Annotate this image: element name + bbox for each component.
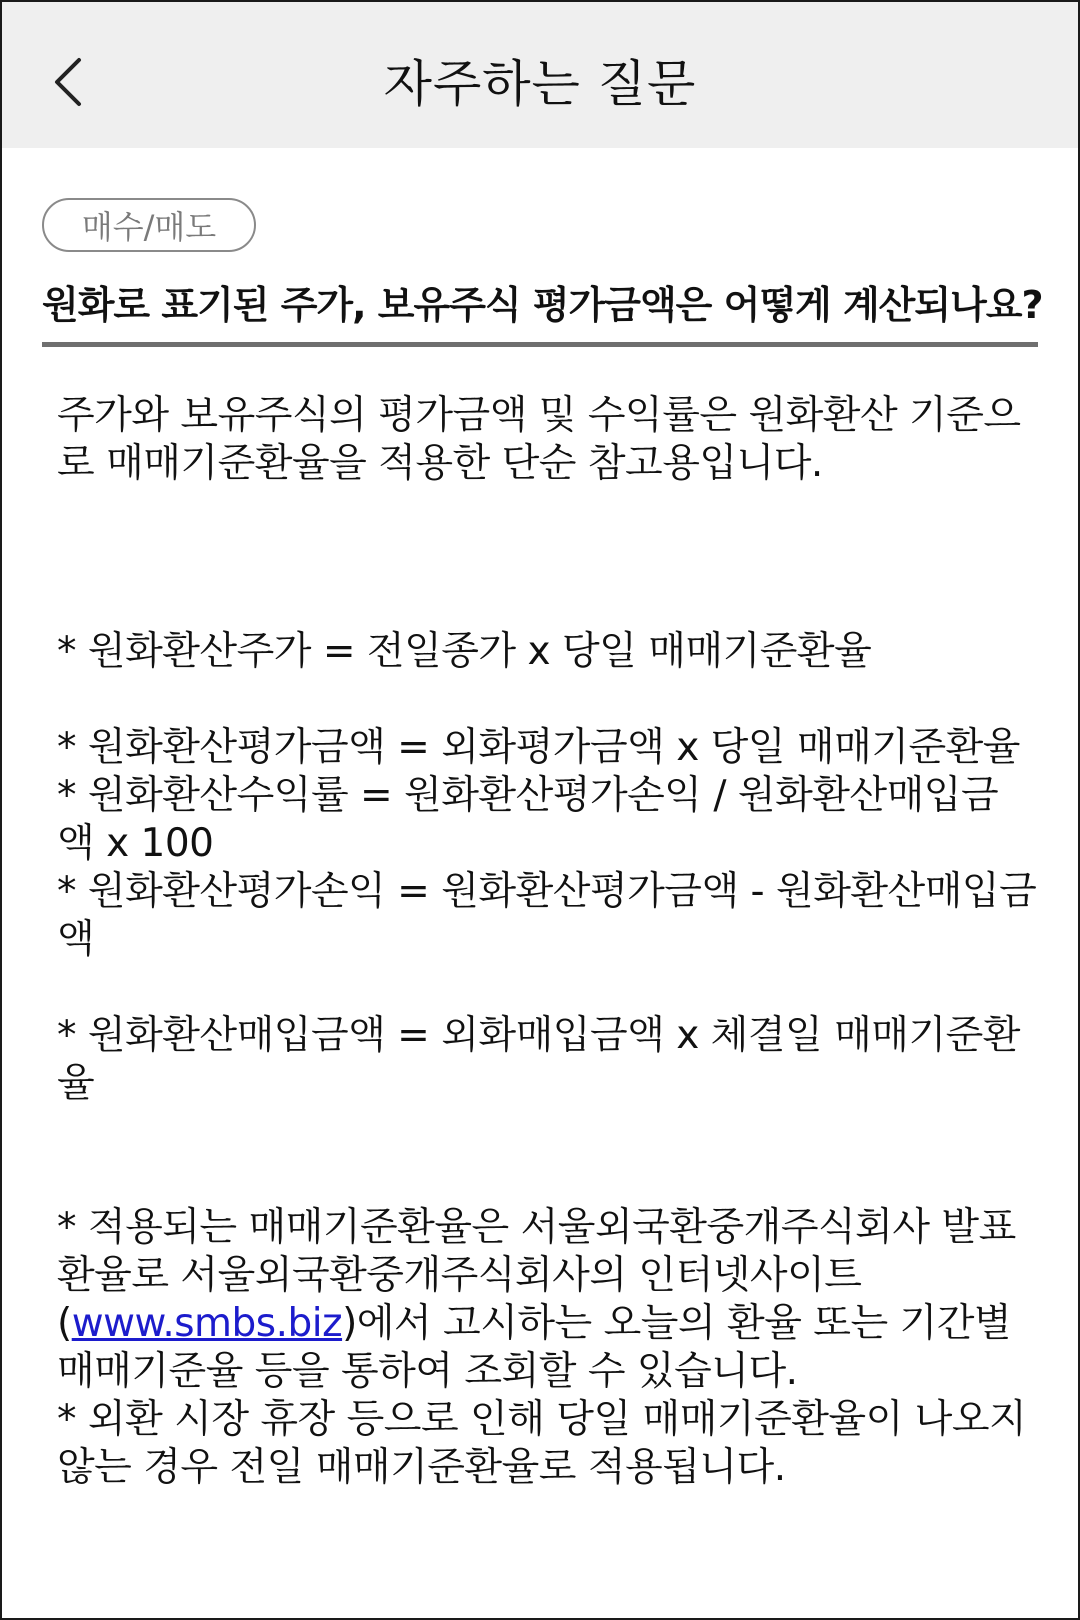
spacer bbox=[57, 964, 1037, 1012]
intro-line: 로 매매기준환율을 적용한 단순 참고용입니다. bbox=[57, 441, 823, 486]
intro-line: 주가와 보유주식의 평가금액 및 수익률은 원화환산 기준으 bbox=[57, 393, 1021, 438]
spacer bbox=[57, 676, 1037, 724]
category-badge: 매수/매도 bbox=[42, 198, 256, 252]
title-divider bbox=[42, 342, 1038, 347]
spacer bbox=[57, 1108, 1037, 1204]
smbs-link[interactable]: www.smbs.biz bbox=[71, 1301, 343, 1346]
paren-open: ( bbox=[57, 1301, 72, 1346]
note-exchange-rate bbox=[57, 1300, 1037, 1348]
note-holiday: 않는 경우 전일 매매기준환율로 적용됩니다. bbox=[57, 1445, 786, 1490]
note-holiday: * 외환 시장 휴장 등으로 인해 당일 매매기준환율이 나오지 bbox=[57, 1397, 1027, 1442]
question-title: 원화로 표기된 주가, 보유주식 평가금액은 어떻게 계산되나요? bbox=[42, 283, 1043, 327]
formula-purchase: * 원화환산매입금액 = 외화매입금액 x 체결일 매매기준환 bbox=[57, 1013, 1020, 1058]
top-app-bar bbox=[2, 2, 1078, 148]
spacer bbox=[57, 488, 1037, 628]
note-exchange-rate: 매매기준율 등을 통하여 조회할 수 있습니다. bbox=[57, 1349, 798, 1394]
formula-eval-amount: * 원화환산평가금액 = 외화평가금액 x 당일 매매기준환율 bbox=[57, 725, 1020, 770]
note-exchange-rate: 환율로 서울외국환중개주식회사의 인터넷사이트 bbox=[57, 1253, 862, 1298]
formula-price: * 원화환산주가 = 전일종가 x 당일 매매기준환율 bbox=[57, 629, 872, 674]
formula-return: 액 x 100 bbox=[57, 821, 214, 866]
formula-pnl: 액 bbox=[57, 917, 95, 962]
formula-purchase: 율 bbox=[57, 1061, 95, 1106]
answer-body bbox=[57, 392, 1037, 1492]
formula-pnl: * 원화환산평가손익 = 원화환산평가금액 - 원화환산매입금 bbox=[57, 869, 1037, 914]
formula-return: * 원화환산수익률 = 원화환산평가손익 / 원화환산매입금 bbox=[57, 773, 999, 818]
note-text: )에서 고시하는 오늘의 환율 또는 기간별 bbox=[342, 1301, 1012, 1346]
page-title: 자주하는 질문 bbox=[383, 55, 697, 113]
note-exchange-rate: * 적용되는 매매기준환율은 서울외국환중개주식회사 발표 bbox=[57, 1205, 1016, 1250]
